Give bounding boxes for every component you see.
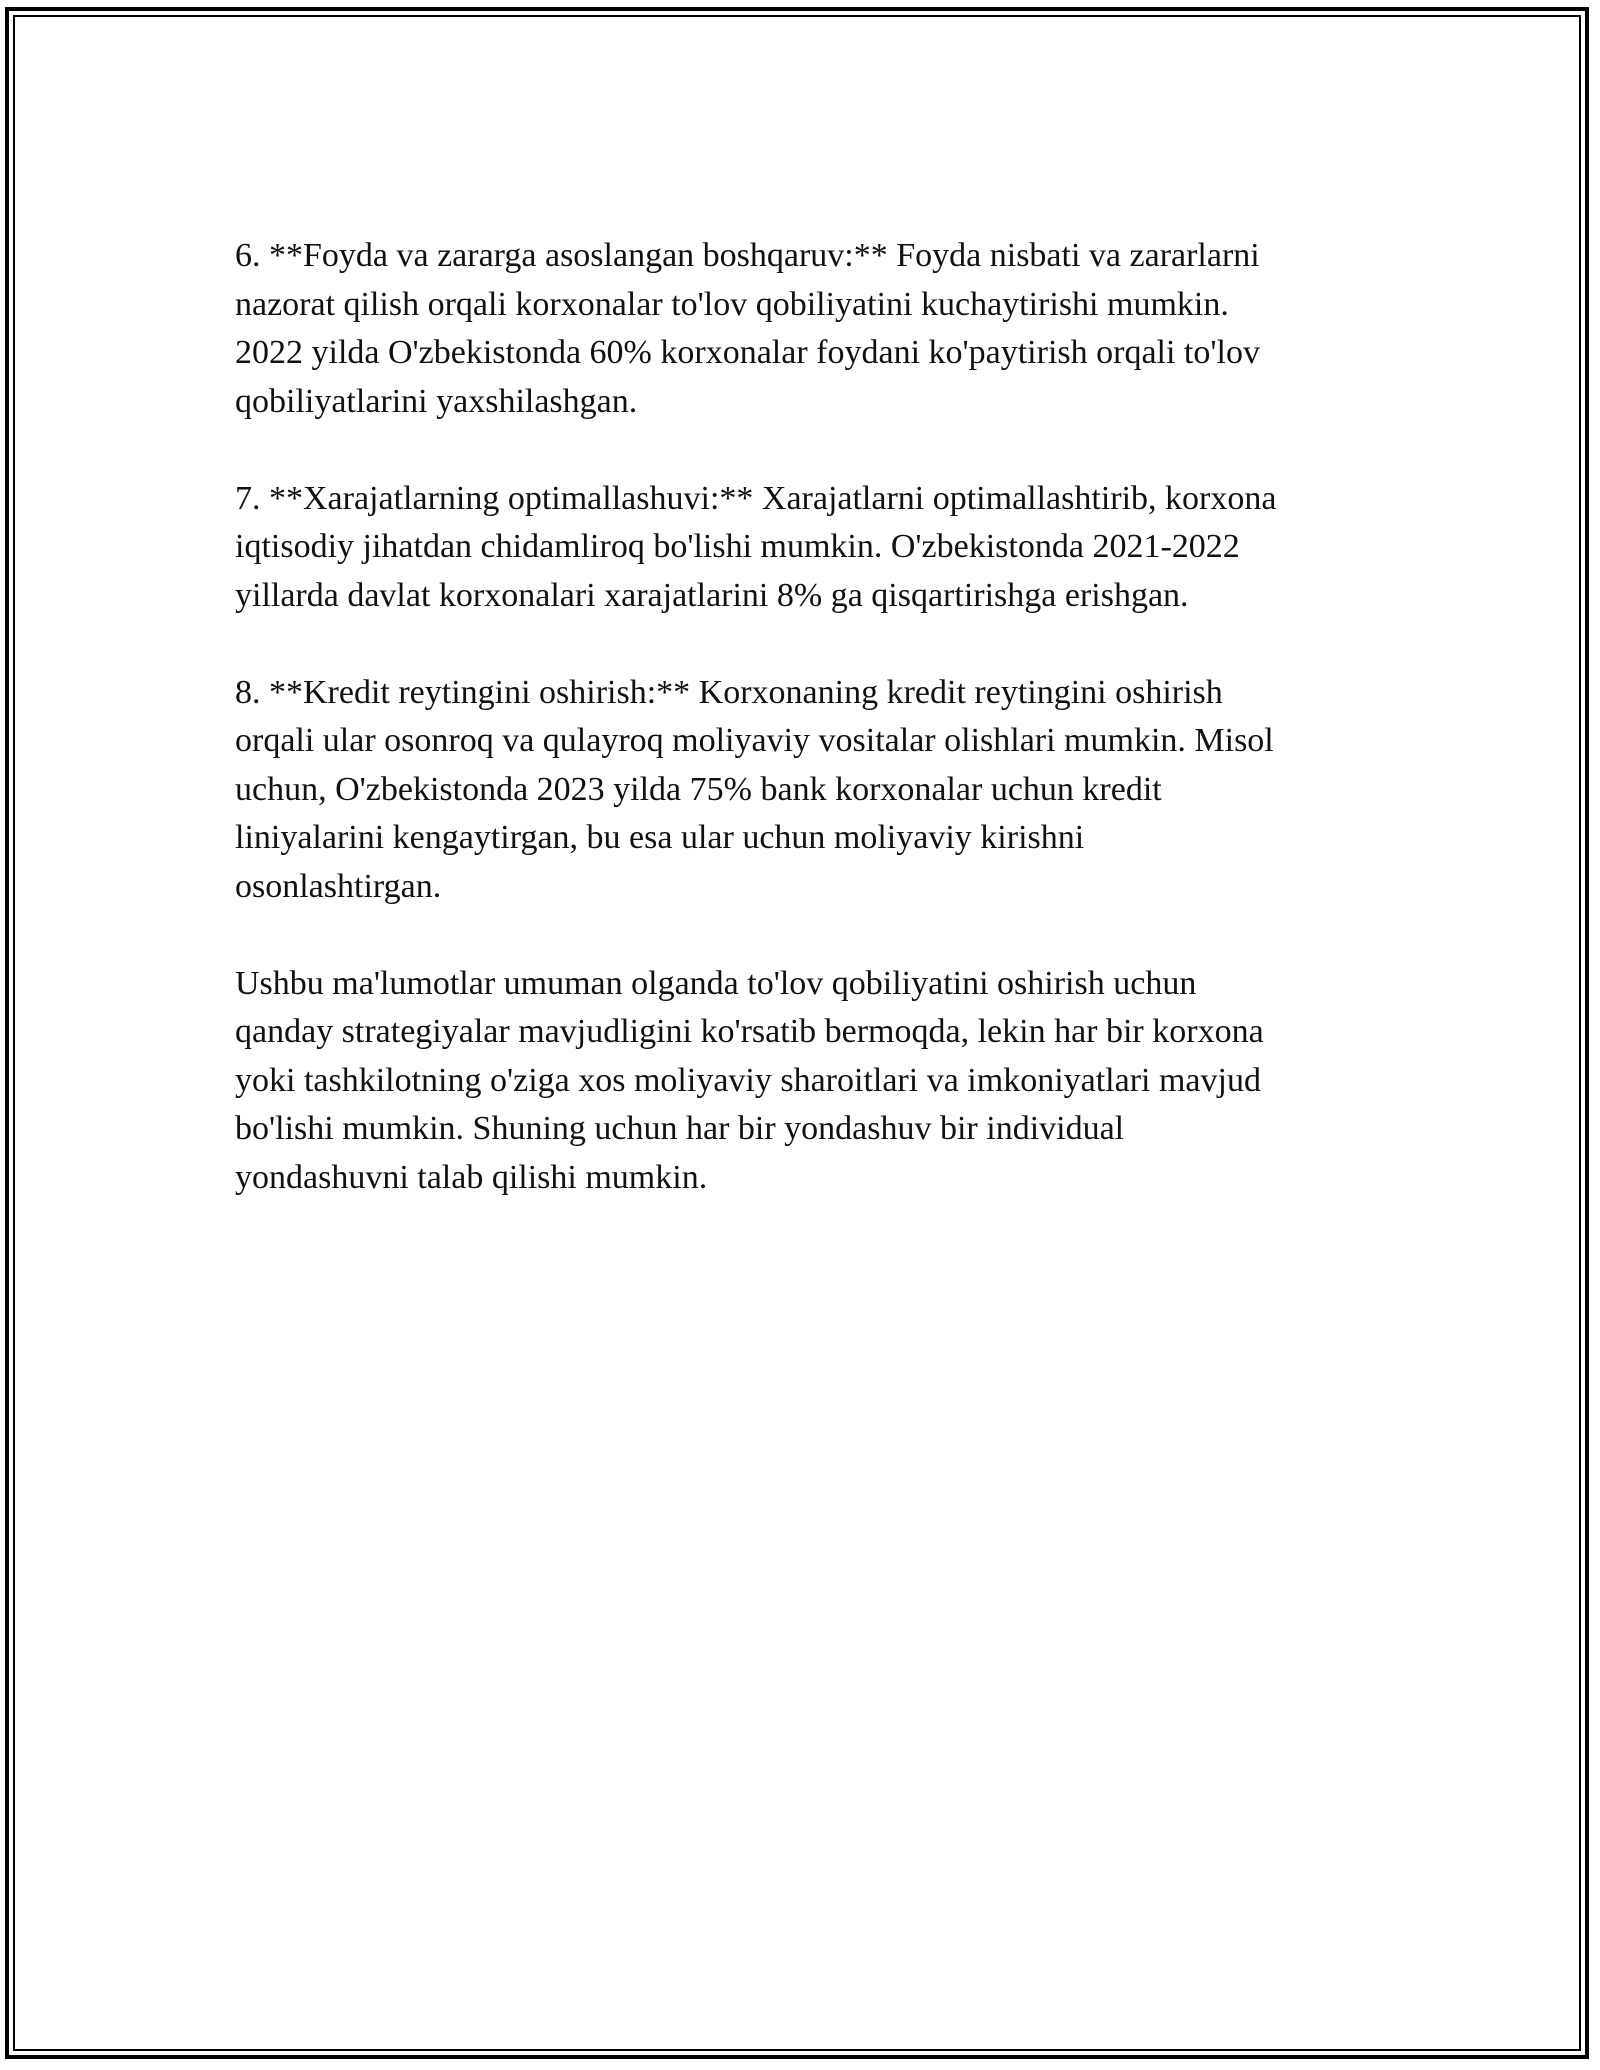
document-body: [235, 232, 1375, 1251]
paragraph-conclusion: Ushbu ma'lumotlar umuman olganda to'lov qobiliyatini oshirish uchun qanday strategiyalar mavjudligini ko'rsatib bermoqda, lekin har bir korxona yoki tashkilotning o'ziga xos moliyaviy sharoitlari va imkoniyatlari mavjud bo'lishi mumkin. Shuning uchun har bir yondashuv bir individual yondashuvni talab qilishi mumkin.: [235, 964, 1264, 1196]
paragraph-cost-optimization: 7. **Xarajatlarning optimallashuvi:** Xarajatlarni optimallashtirib, korxona iqtisodiy jihatdan chidamliroq bo'lishi mumkin. O'zbekistonda 2021-2022 yillarda davlat korxonalari xarajatlarini 8% ga qisqartirishga erishgan.: [235, 479, 1277, 614]
paragraph-credit-rating: 8. **Kredit reytingini oshirish:** Korxonaning kredit reytingini oshirish orqali ular osonroq va qulayroq moliyaviy vositalar olishlari mumkin. Misol uchun, O'zbekistonda 2023 yilda 75% bank korxonalar uchun kredit liniyalarini kengaytirgan, bu esa ular uchun moliyaviy kirishni osonlashtirgan.: [235, 673, 1274, 905]
paragraph-profit-loss-management: 6. **Foyda va zararga asoslangan boshqaruv:** Foyda nisbati va zararlarni nazorat qilish orqali korxonalar to'lov qobiliyatini kuchaytirishi mumkin. 2022 yilda O'zbekistonda 60% korxonalar foydani ko'paytirish orqali to'lov qobiliyatlarini yaxshilashgan.: [235, 237, 1260, 420]
